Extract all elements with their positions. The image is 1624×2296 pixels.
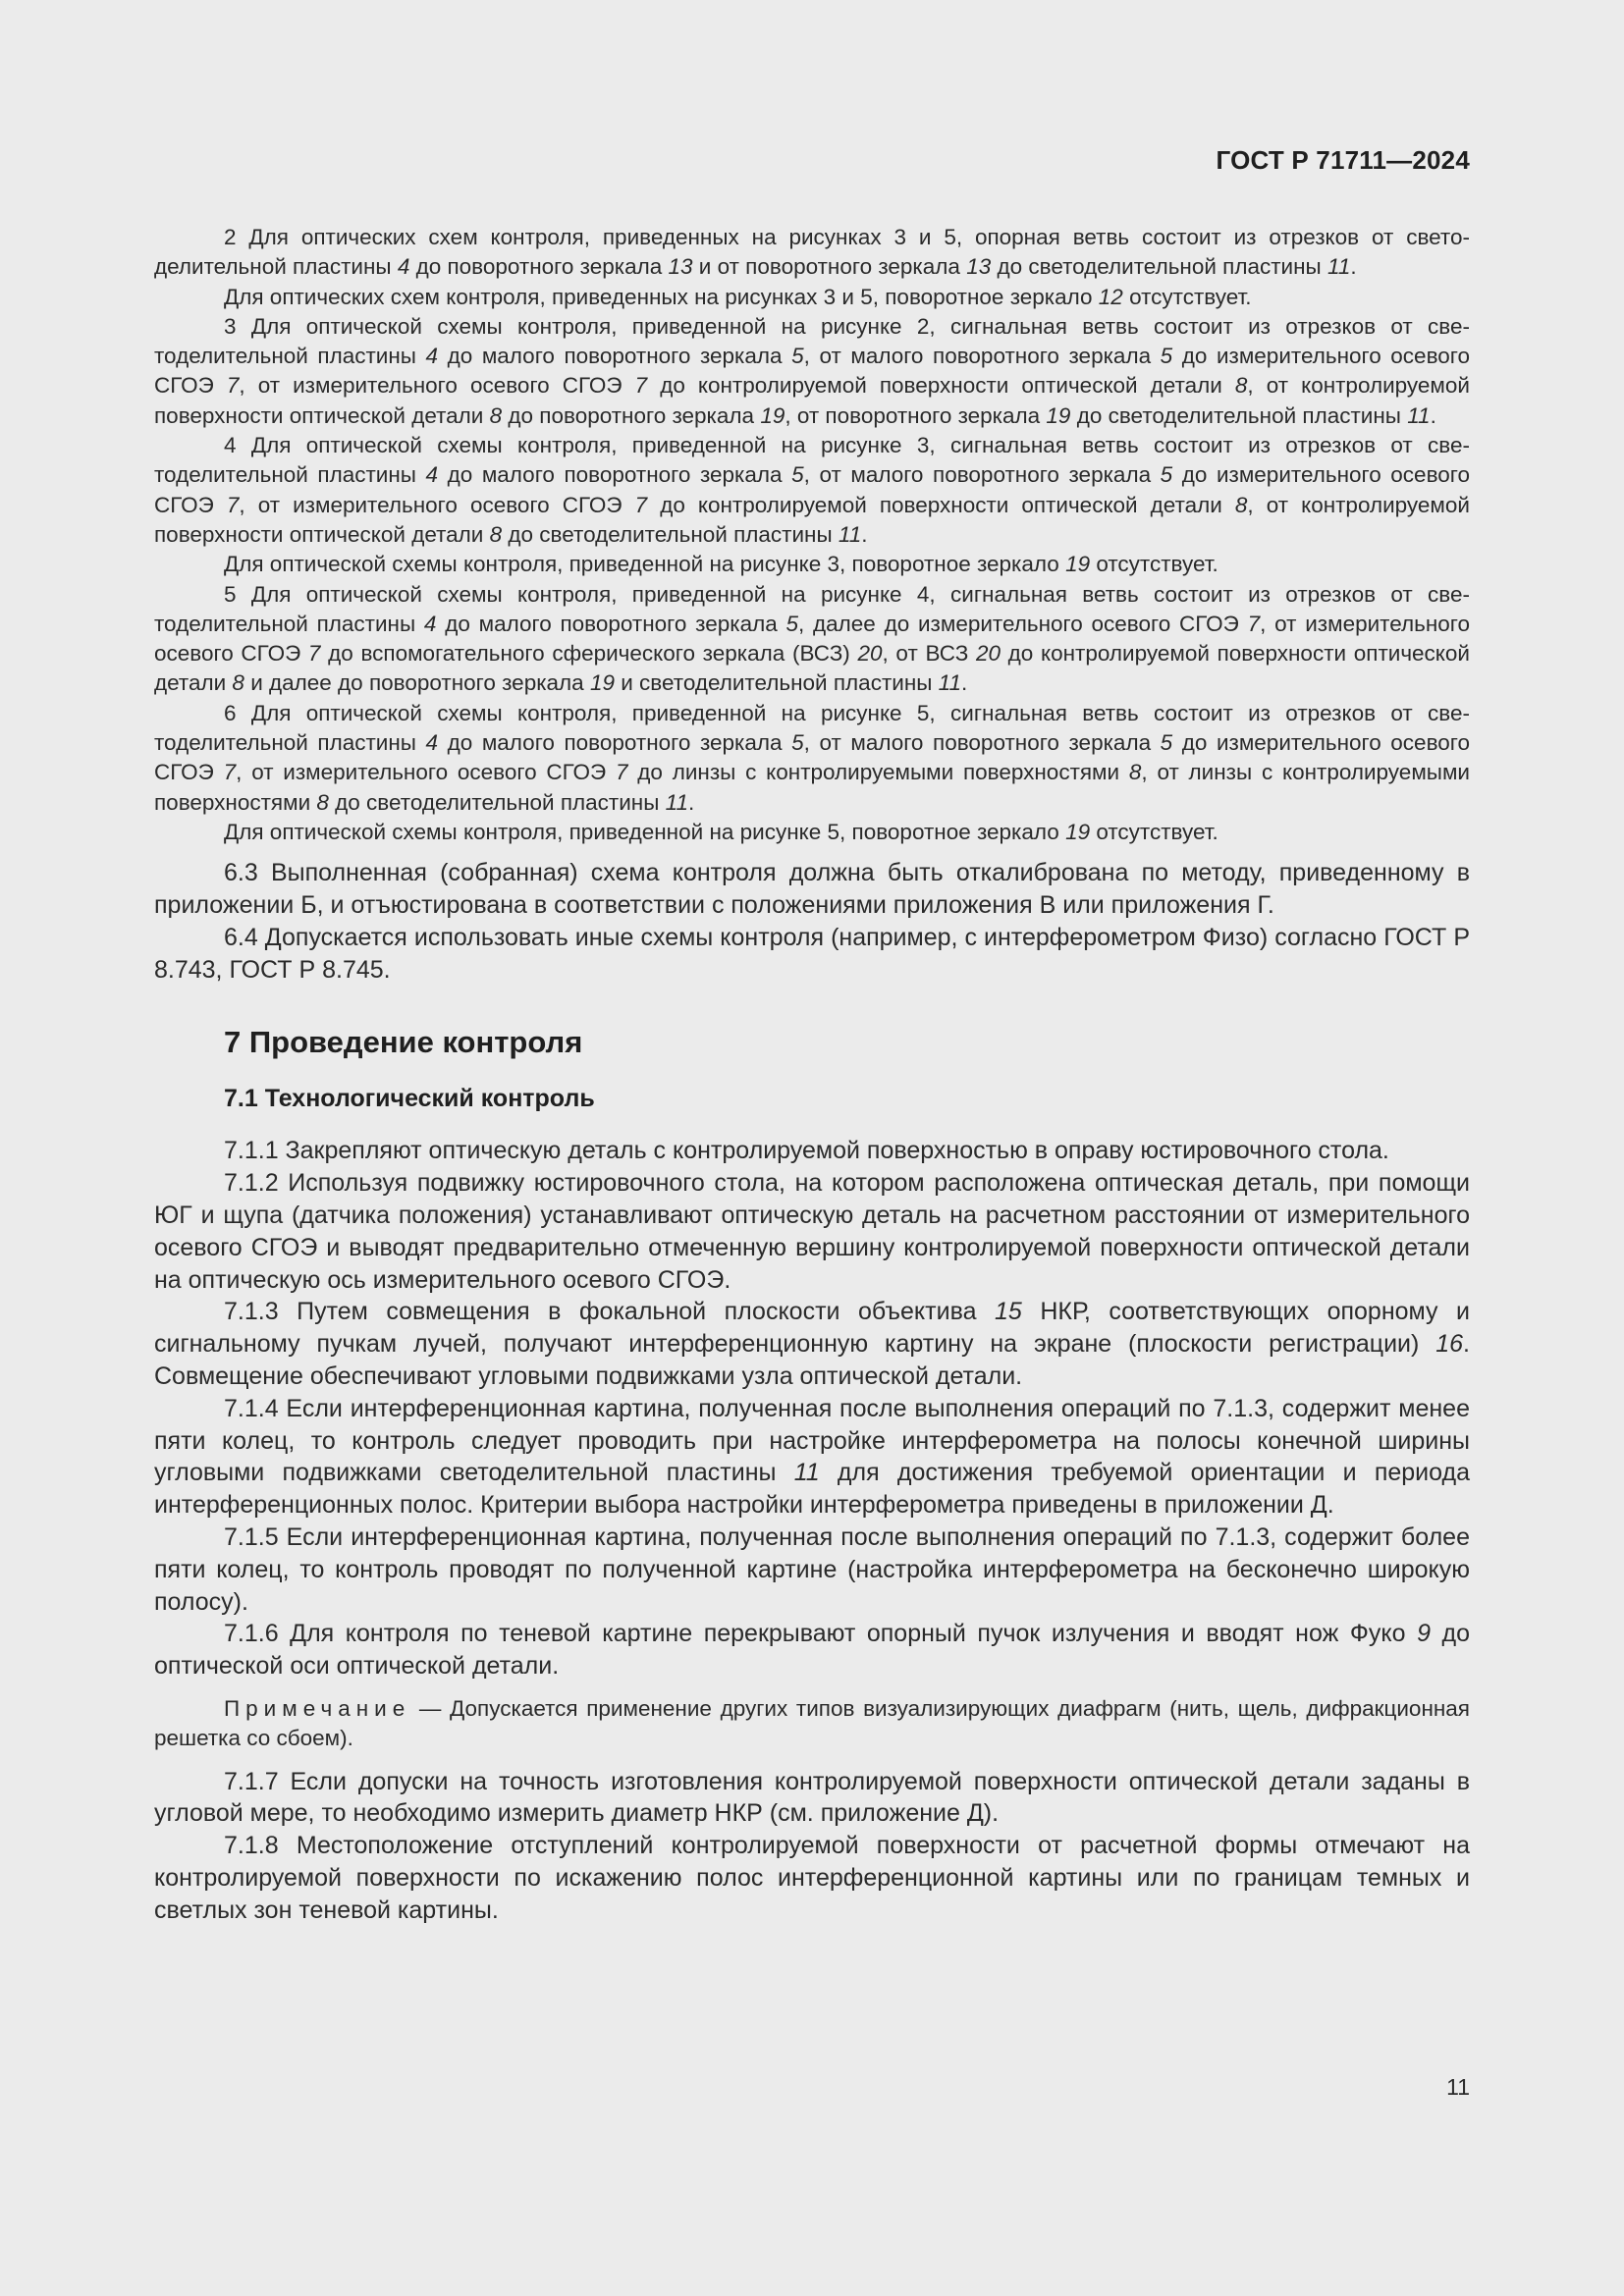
note-2-reference-branch: 2 Для оптических схем контроля, приведенных на рисунках 3 и 5, опорная ветвь состоит из отрезков от светоделительной пластины 4 до поворотного зеркала 13 и от поворотного зеркала 13 до светоделительной пластины 11. <box>154 225 1470 280</box>
clause-7-1-1: 7.1.1 Закрепляют оптическую деталь с контролируемой поверхностью в оправу юстировочного стола. <box>224 1137 1389 1165</box>
clause-7-1-6: 7.1.6 Для контроля по теневой картине перекрывают опорный пучок излучения и вводят нож Фуко 9 до оптической оси оптической детали. <box>154 1620 1471 1681</box>
subsection-7-1-title: 7.1 Технологический контроль <box>224 1085 595 1113</box>
note-4-signal-branch: 4 Для оптической схемы контроля, приведенной на рисунке 3, сигнальная ветвь состоит из отрезков от светоделительной пластины 4 до малого поворотного зеркала 5, от малого поворотного зеркала 5 до измерительного осевого СГОЭ 7, от измерительного осевого СГОЭ 7 до контролируемой поверхности оптической детали 8, от контролируемой поверхности оптической детали 8 до светоделительной пластины 11. <box>154 433 1471 547</box>
clause-7-1-8: 7.1.8 Местоположение отступлений контролируемой поверхности от расчетной формы отмечают на контролируемой поверхности по искажению полос интерференционной картины или по границам темных и светлых зон теневой картины. <box>154 1832 1470 1924</box>
clause-6-3: 6.3 Выполненная (собранная) схема контроля должна быть откалибрована по методу, приведенному в приложении Б, и отъюстирована в соответствии с положениями приложения В или приложения Г. <box>154 859 1470 920</box>
clause-7-1-4: 7.1.4 Если интерференционная картина, полученная после выполнения операций по 7.1.3, содержит менее пяти колец, то контроль следует проводить при настройке интерферометра на полосы конечной ширины угловыми подвижками светоделительной пластины 11 для достижения требуемой ориентации и периода интерференционных полос. Критерии выбора настройки интерферометра приведены в приложении Д. <box>154 1394 1470 1520</box>
page-number: 11 <box>1446 2074 1470 2100</box>
clause-7-1-2: 7.1.2 Используя подвижку юстировочного стола, на котором расположена оптическая деталь, при помощи ЮГ и щупа (датчика положения) устанавливают оптическую деталь на расчетном расстоянии от измерительного осевого СГОЭ и выводят предварительно отмеченную вершину контролируемой поверхности оптической детали на оптическую ось измерительного осевого СГОЭ. <box>154 1169 1470 1294</box>
note-2-mirror-absent: Для оптических схем контроля, приведенных на рисунках 3 и 5, поворотное зеркало 12 отсутствует. <box>224 284 1252 309</box>
note-5-signal-branch: 5 Для оптической схемы контроля, приведенной на рисунке 4, сигнальная ветвь состоит из отрезков от светоделительной пластины 4 до малого поворотного зеркала 5, далее до измерительного осевого СГОЭ 7, от измерительного осевого СГОЭ 7 до вспомогательного сферического зеркала (ВСЗ) 20, от ВСЗ 20 до контролируемой поверхности оптической детали 8 и далее до поворотного зеркала 19 и светоделительной пластины 11. <box>154 581 1471 696</box>
clause-7-1-5: 7.1.5 Если интерференционная картина, полученная после выполнения операций по 7.1.3, содержит более пяти колец, то контроль проводят по полученной картине (настройка интерферометра на бесконечно широкую полосу). <box>154 1522 1470 1616</box>
note-label: Примечание <box>224 1695 411 1721</box>
note-6-mirror-absent: Для оптической схемы контроля, приведенной на рисунке 5, поворотное зеркало 19 отсутствует. <box>224 819 1218 844</box>
section-7-title: 7 Проведение контроля <box>224 1025 583 1060</box>
clause-6-4: 6.4 Допускается использовать иные схемы контроля (например, с интерферометром Физо) согласно ГОСТ Р 8.743, ГОСТ Р 8.745. <box>154 923 1470 984</box>
note-6-signal-branch: 6 Для оптической схемы контроля, приведенной на рисунке 5, сигнальная ветвь состоит из отрезков от светоделительной пластины 4 до малого поворотного зеркала 5, от малого поворотного зеркала 5 до измерительного осевого СГОЭ 7, от измерительного осевого СГОЭ 7 до линзы с контролируемыми поверхностями 8, от линзы с контролируемыми поверхностями 8 до светоделительной пластины 11. <box>154 700 1471 815</box>
document-id-header: ГОСТ Р 71711—2024 <box>1216 145 1470 175</box>
note-text: — Допускается применение других типов визуализирующих диафрагм (нить, щель, дифракционная решетка со сбоем). <box>154 1695 1470 1751</box>
clause-7-1-3: 7.1.3 Путем совмещения в фокальной плоскости объектива 15 НКР, соответствующих опорному и сигнальному пучкам лучей, получают интерференционную картину на экране (плоскости регистрации) 16. Совмещение обеспечивают угловыми подвижками узла оптической детали. <box>154 1298 1471 1390</box>
page-content <box>154 223 1470 1927</box>
note-4-mirror-absent: Для оптической схемы контроля, приведенной на рисунке 3, поворотное зеркало 19 отсутствует. <box>224 552 1218 577</box>
note-3-signal-branch: 3 Для оптической схемы контроля, приведенной на рисунке 2, сигнальная ветвь состоит из отрезков от светоделительной пластины 4 до малого поворотного зеркала 5, от малого поворотного зеркала 5 до измерительного осевого СГОЭ 7, от измерительного осевого СГОЭ 7 до контролируемой поверхности оптической детали 8, от контролируемой поверхности оптической детали 8 до поворотного зеркала 19, от поворотного зеркала 19 до светоделительной пластины 11. <box>154 313 1471 428</box>
clause-7-1-7: 7.1.7 Если допуски на точность изготовления контролируемой поверхности оптической детали заданы в угловой мере, то необходимо измерить диаметр НКР (см. приложение Д). <box>154 1767 1470 1828</box>
note-visualizing-diaphragms <box>154 1694 1470 1754</box>
